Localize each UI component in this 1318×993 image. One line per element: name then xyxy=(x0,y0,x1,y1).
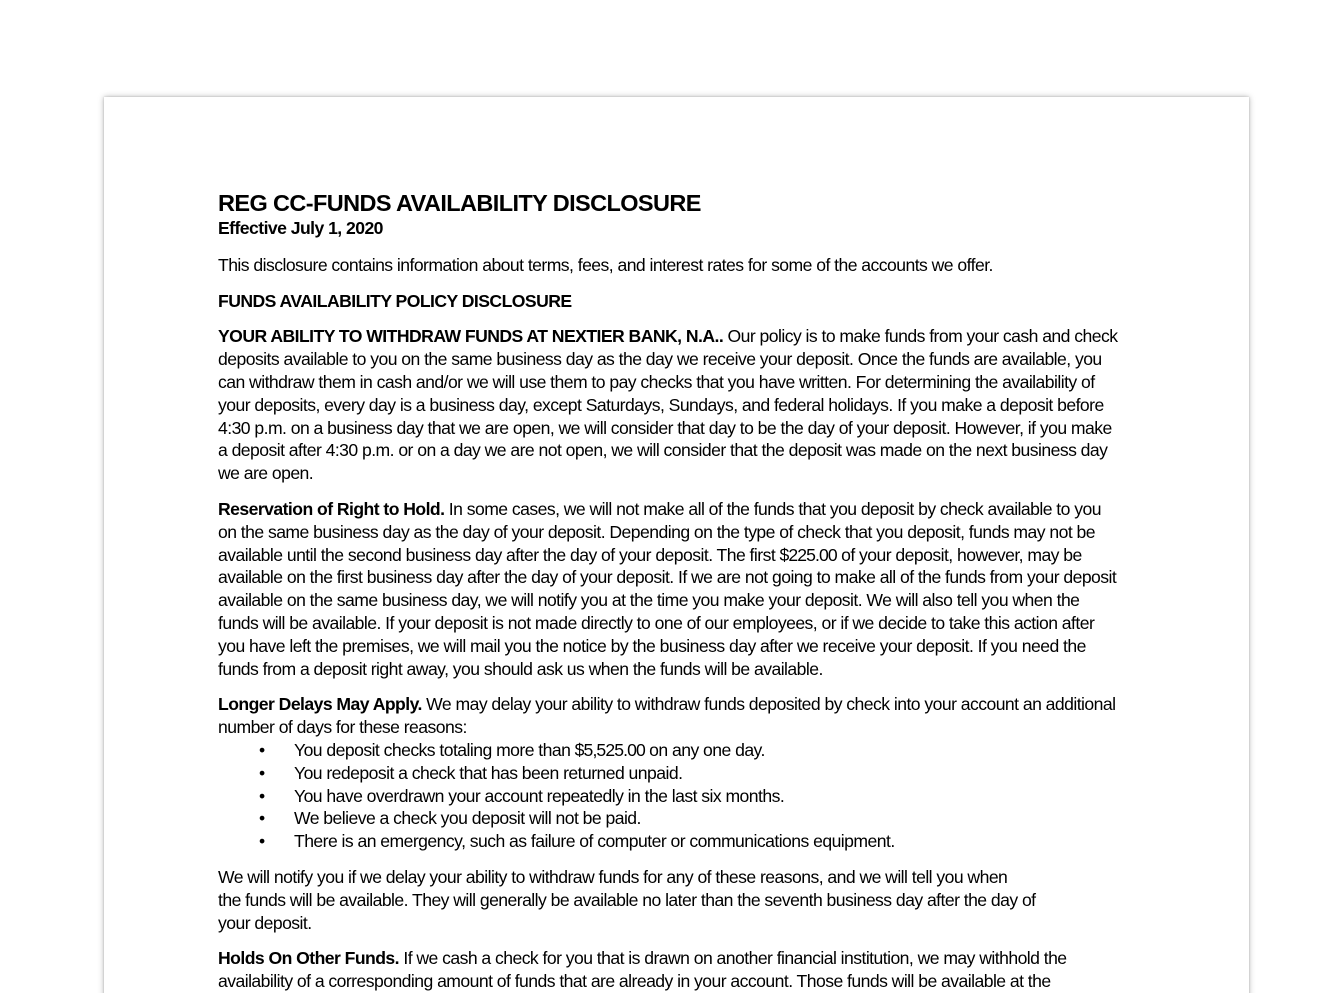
effective-date: Effective July 1, 2020 xyxy=(218,218,383,238)
reservation-paragraph xyxy=(218,498,1123,680)
reservation-lead: Reservation of Right to Hold. xyxy=(218,498,445,519)
bullet-icon: • xyxy=(259,762,265,783)
list-item xyxy=(218,785,1123,808)
bullet-icon: • xyxy=(259,831,265,852)
reason-text: You redeposit a check that has been returned unpaid. xyxy=(294,762,683,783)
list-item xyxy=(218,830,1123,853)
bullet-icon: • xyxy=(259,739,265,760)
document-title: REG CC-FUNDS AVAILABILITY DISCLOSURE xyxy=(218,190,701,216)
intro-paragraph: This disclosure contains information about terms, fees, and interest rates for some of the accounts we offer. xyxy=(218,254,993,275)
withdraw-paragraph xyxy=(218,325,1123,485)
document-page xyxy=(104,97,1249,993)
bullet-icon: • xyxy=(259,808,265,829)
list-item xyxy=(218,739,1123,762)
reason-text: You have overdrawn your account repeatedly in the last six months. xyxy=(294,785,785,806)
policy-heading: FUNDS AVAILABILITY POLICY DISCLOSURE xyxy=(218,290,572,311)
notify-line-2: the funds will be available. They will generally be available no later than the seventh business day after the day of xyxy=(218,889,1036,910)
delays-paragraph xyxy=(218,693,1123,739)
delays-text: We may delay your ability to withdraw funds deposited by check into your account an additional number of days for these reasons: xyxy=(218,694,1116,738)
reason-amount: $5,525.00 xyxy=(574,739,645,760)
reason-text: We believe a check you deposit will not be paid. xyxy=(294,808,641,829)
reservation-text-before: In some cases, we will not make all of the funds that you deposit by check available to you on the same business day as the day of your deposit. Depending on the type of check that you deposit, funds may not be available until the second business day after the day of your deposit. The first xyxy=(218,498,1101,565)
reservation-amount: $225.00 xyxy=(779,544,837,565)
withdraw-text: Our policy is to make funds from your cash and check deposits available to you on the same business day as the day we receive your deposit. Once the funds are available, you can withdraw them in cash and/or we will use them to pay checks that you have written. For determining the availability of your deposits, every day is a business day, except Saturdays, Sundays, and federal holidays. If you make a deposit before 4:30 p.m. on a business day that we are open, we will consider that day to be the day of your deposit. However, if you make a deposit after 4:30 p.m. or on a day we are not open, we will consider that the deposit was made on the next business day we are open. xyxy=(218,326,1118,484)
reservation-text-after: of your deposit, however, may be available on the first business day after the day of your deposit. If we are not going to make all of the funds from your deposit available on the same business day, we will notify you at the time you make your deposit. We will also tell you when the funds will be available. If your deposit is not made directly to one of our employees, or if we decide to take this action after you have left the premises, we will mail you the notice by the business day after we receive your deposit. If you need the funds from a deposit right away, you should ask us when the funds will be available. xyxy=(218,544,1117,679)
delay-reasons-list xyxy=(218,739,1123,853)
document-content xyxy=(218,189,1123,993)
withdraw-lead: YOUR ABILITY TO WITHDRAW FUNDS AT NEXTIER BANK, N.A.. xyxy=(218,326,724,347)
notify-paragraph xyxy=(218,866,1123,934)
list-item xyxy=(218,762,1123,785)
holds-lead: Holds On Other Funds. xyxy=(218,948,400,969)
notify-line-1: We will notify you if we delay your ability to withdraw funds for any of these reasons, and we will tell you when xyxy=(218,866,1008,887)
delays-lead: Longer Delays May Apply. xyxy=(218,694,422,715)
holds-paragraph xyxy=(218,947,1123,993)
holds-text: If we cash a check for you that is drawn on another financial institution, we may withhold the availability of a corresponding amount of funds that are already in your account. Those funds will be available at the xyxy=(218,948,1067,992)
reason-text-after: on any one day. xyxy=(644,739,765,760)
bullet-icon: • xyxy=(259,785,265,806)
reason-text-before: You deposit checks totaling more than xyxy=(294,739,575,760)
reason-text: There is an emergency, such as failure of computer or communications equipment. xyxy=(294,831,895,852)
notify-line-3: your deposit. xyxy=(218,912,312,933)
list-item xyxy=(218,807,1123,830)
